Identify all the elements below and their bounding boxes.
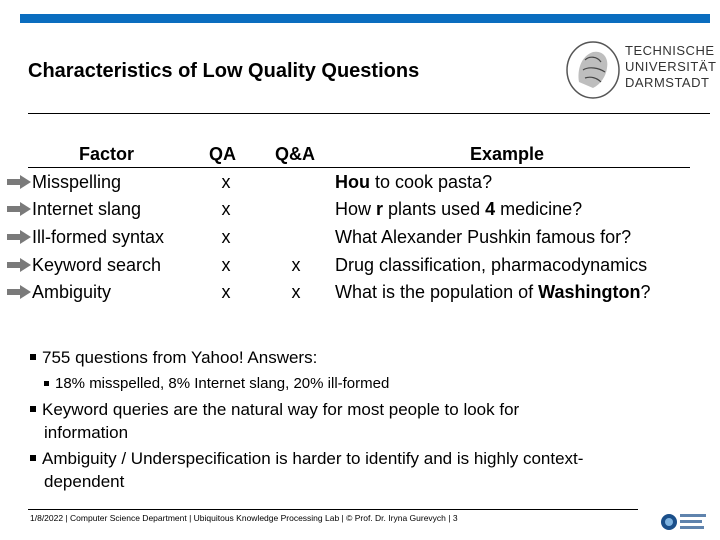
bullet-square-icon <box>44 381 49 386</box>
qa-cell: x <box>221 227 231 247</box>
athena-seal-icon <box>563 40 621 100</box>
example-highlight: Washington <box>538 282 641 302</box>
header-divider <box>28 167 690 168</box>
factor-cell: Misspelling <box>32 172 122 192</box>
table-row <box>0 255 720 281</box>
arrow-right-icon <box>7 175 31 189</box>
top-accent-bar <box>20 14 710 23</box>
bullet-square-icon <box>30 455 36 461</box>
qa-cell: x <box>221 282 231 302</box>
bullet-square-icon <box>30 354 36 360</box>
bullet-2-continuation: information <box>44 423 129 442</box>
example-text: Drug classification, pharmacodynamics <box>335 255 648 275</box>
table-row <box>0 172 720 198</box>
header-qa: QA <box>209 144 236 164</box>
example-highlight: r <box>376 199 384 219</box>
example-cell <box>335 282 650 303</box>
example-text: ? <box>640 282 651 302</box>
bullet-square-icon <box>30 406 36 412</box>
arrow-right-icon <box>7 258 31 272</box>
example-highlight: Hou <box>335 172 370 192</box>
factor-cell: Keyword search <box>32 255 162 275</box>
arrow-right-icon <box>7 202 31 216</box>
qaa-cell: x <box>291 255 301 275</box>
bullet-3: Ambiguity / Underspecification is harder to identify and is highly context- <box>30 449 583 469</box>
example-text: medicine? <box>495 199 583 219</box>
example-text: plants used <box>383 199 486 219</box>
example-text: What Alexander Pushkin famous for? <box>335 227 632 247</box>
table-row <box>0 227 720 253</box>
example-highlight: 4 <box>485 199 496 219</box>
university-wordmark: TECHNISCHE UNIVERSITÄT DARMSTADT <box>625 43 717 90</box>
factor-cell: Ambiguity <box>32 282 112 302</box>
qa-cell: x <box>221 255 231 275</box>
example-cell <box>335 172 492 193</box>
footer-divider <box>28 509 638 510</box>
qa-cell: x <box>221 172 231 192</box>
bullet-3-continuation: dependent <box>44 472 125 491</box>
factor-cell: Internet slang <box>32 199 142 219</box>
table-row <box>0 282 720 308</box>
example-cell <box>335 199 582 220</box>
example-cell <box>335 227 631 248</box>
example-text: How <box>335 199 377 219</box>
bullet-2: Keyword queries are the natural way for most people to look for <box>30 400 519 420</box>
tu-darmstadt-logo <box>563 38 717 104</box>
arrow-right-icon <box>7 230 31 244</box>
title-divider <box>28 113 710 114</box>
bullet-1: 755 questions from Yahoo! Answers: <box>30 348 317 368</box>
bullet-1-sub: 18% misspelled, 8% Internet slang, 20% ill-formed <box>44 375 389 392</box>
footer-text: 1/8/2022 | Computer Science Department | Ubiquitous Knowledge Processing Lab | © Prof. Dr. Iryna Gurevych | 3 <box>30 513 458 523</box>
example-text: What is the population of <box>335 282 539 302</box>
factor-cell: Ill-formed syntax <box>32 227 165 247</box>
table-row <box>0 199 720 225</box>
arrow-right-icon <box>7 285 31 299</box>
example-text: to cook pasta? <box>370 172 493 192</box>
ukp-lab-logo-icon <box>660 510 710 534</box>
example-cell <box>335 255 647 276</box>
qa-cell: x <box>221 199 231 219</box>
slide-title: Characteristics of Low Quality Questions <box>28 60 420 82</box>
qaa-cell: x <box>291 282 301 302</box>
header-example: Example <box>470 144 545 164</box>
header-factor: Factor <box>79 144 135 164</box>
header-qaa: Q&A <box>275 144 315 164</box>
